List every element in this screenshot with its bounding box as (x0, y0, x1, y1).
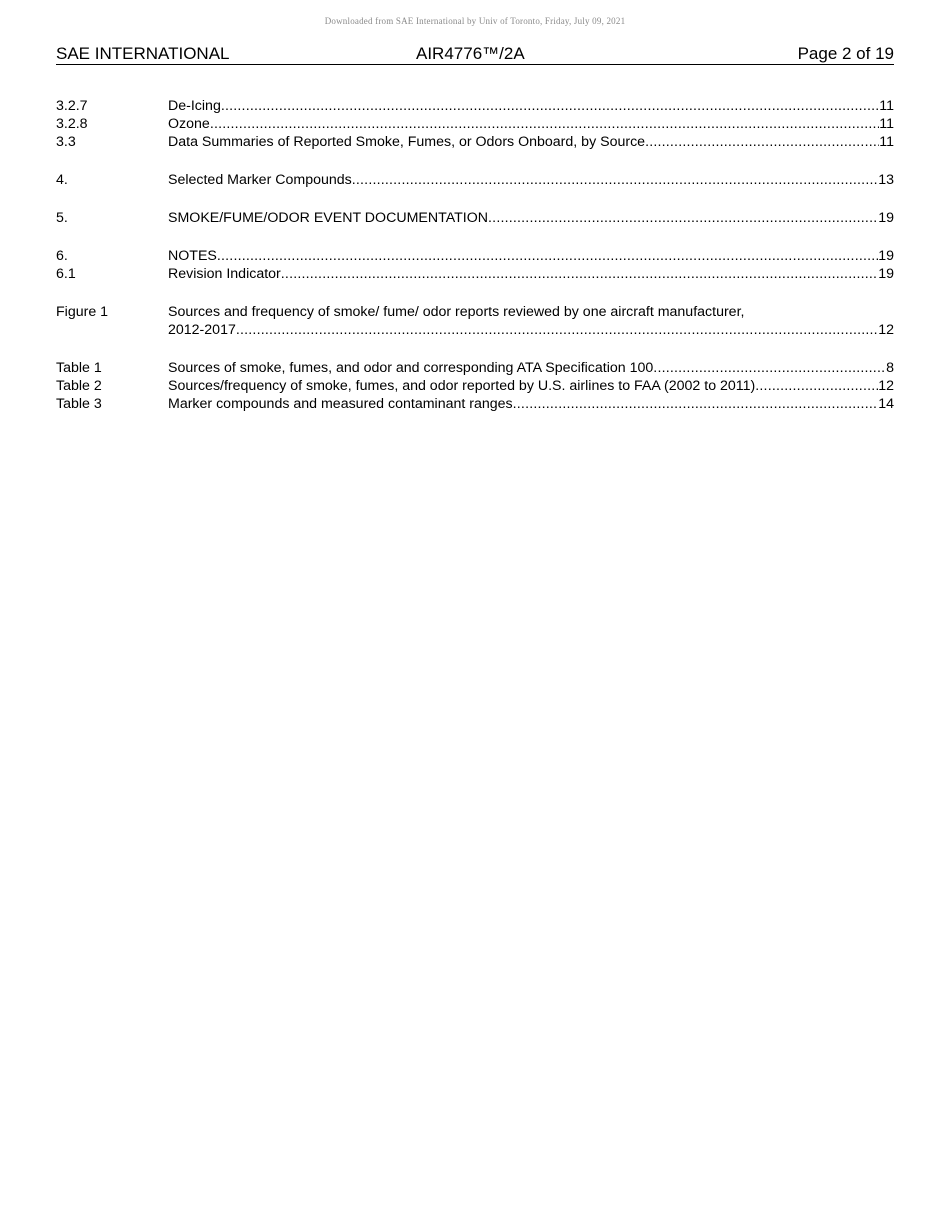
toc-entry-page: 11 (879, 98, 894, 114)
toc-entry-title: Sources and frequency of smoke/ fume/ odor reports reviewed by one aircraft manufacturer, (168, 304, 745, 320)
toc-entry-number: Table 1 (56, 360, 102, 376)
header-organization: SAE INTERNATIONAL (56, 44, 230, 63)
toc-dot-leader (513, 395, 879, 413)
toc-entry-5[interactable] (56, 209, 894, 227)
toc-dot-leader (236, 321, 878, 339)
toc-entry-title: Sources/frequency of smoke, fumes, and odor reported by U.S. airlines to FAA (2002 to 2011) (168, 378, 756, 394)
toc-entry-number: 4. (56, 172, 68, 188)
toc-dot-leader (653, 359, 886, 377)
toc-dot-leader (352, 171, 878, 189)
toc-entry-number: 6. (56, 248, 68, 264)
toc-dot-leader (210, 115, 879, 133)
toc-entry-table-2[interactable] (56, 377, 894, 395)
toc-entry-title: Data Summaries of Reported Smoke, Fumes, or Odors Onboard, by Source (168, 134, 646, 150)
toc-entry-table-1[interactable] (56, 359, 894, 377)
toc-entry-title: Marker compounds and measured contaminant ranges (168, 396, 513, 412)
toc-entry-number: Table 3 (56, 396, 102, 412)
toc-entry-3-2-7[interactable] (56, 97, 894, 115)
toc-entry-page: 8 (886, 360, 894, 376)
toc-entry-number: Table 2 (56, 378, 102, 394)
toc-entry-figure-1[interactable] (56, 303, 894, 339)
toc-dot-leader (488, 209, 878, 227)
toc-entry-number: 3.2.8 (56, 116, 88, 132)
toc-group-figures (56, 303, 894, 339)
toc-entry-number: 3.3 (56, 134, 76, 150)
toc-entry-title-continued: 2012-2017 (168, 322, 236, 338)
download-watermark: Downloaded from SAE International by Univ of Toronto, Friday, July 09, 2021 (324, 16, 626, 26)
toc-entry-title: Revision Indicator (168, 266, 281, 282)
toc-dot-leader (755, 377, 878, 395)
toc-entry-3-2-8[interactable] (56, 115, 894, 133)
toc-entry-page: 11 (879, 116, 894, 132)
toc-entry-page: 12 (878, 322, 894, 338)
toc-dot-leader (281, 265, 878, 283)
toc-entry-3-3[interactable] (56, 133, 894, 151)
toc-dot-leader (645, 133, 879, 151)
page-header (56, 44, 894, 65)
toc-group-section-6 (56, 247, 894, 283)
toc-entry-title: Sources of smoke, fumes, and odor and corresponding ATA Specification 100 (168, 360, 654, 376)
toc-entry-title: De-Icing (168, 98, 221, 114)
toc-entry-6[interactable] (56, 247, 894, 265)
toc-entry-title: NOTES (168, 248, 217, 264)
toc-entry-page: 19 (878, 210, 894, 226)
toc-entry-page: 13 (878, 172, 894, 188)
toc-entry-number: 3.2.7 (56, 98, 88, 114)
toc-entry-title: Selected Marker Compounds (168, 172, 352, 188)
header-document-number: AIR4776™/2A (416, 44, 525, 63)
toc-entry-page: 11 (879, 134, 894, 150)
toc-group-tables (56, 359, 894, 413)
toc-entry-page: 14 (878, 396, 894, 412)
toc-entry-number: 5. (56, 210, 68, 226)
toc-dot-leader (221, 97, 879, 115)
toc-entry-title: Ozone (168, 116, 210, 132)
toc-entry-page: 19 (878, 266, 894, 282)
toc-entry-6-1[interactable] (56, 265, 894, 283)
toc-group-section-4 (56, 171, 894, 189)
toc-entry-number: Figure 1 (56, 304, 109, 320)
toc-group-section-5 (56, 209, 894, 227)
toc-entry-4[interactable] (56, 171, 894, 189)
toc-entry-number: 6.1 (56, 266, 76, 282)
toc-dot-leader (217, 247, 878, 265)
toc-group-sections-3 (56, 97, 894, 151)
toc-entry-page: 19 (878, 248, 894, 264)
table-of-contents (56, 97, 894, 433)
toc-entry-title: SMOKE/FUME/ODOR EVENT DOCUMENTATION (168, 210, 489, 226)
toc-entry-table-3[interactable] (56, 395, 894, 413)
toc-entry-page: 12 (878, 378, 894, 394)
header-page-number: Page 2 of 19 (797, 44, 894, 63)
